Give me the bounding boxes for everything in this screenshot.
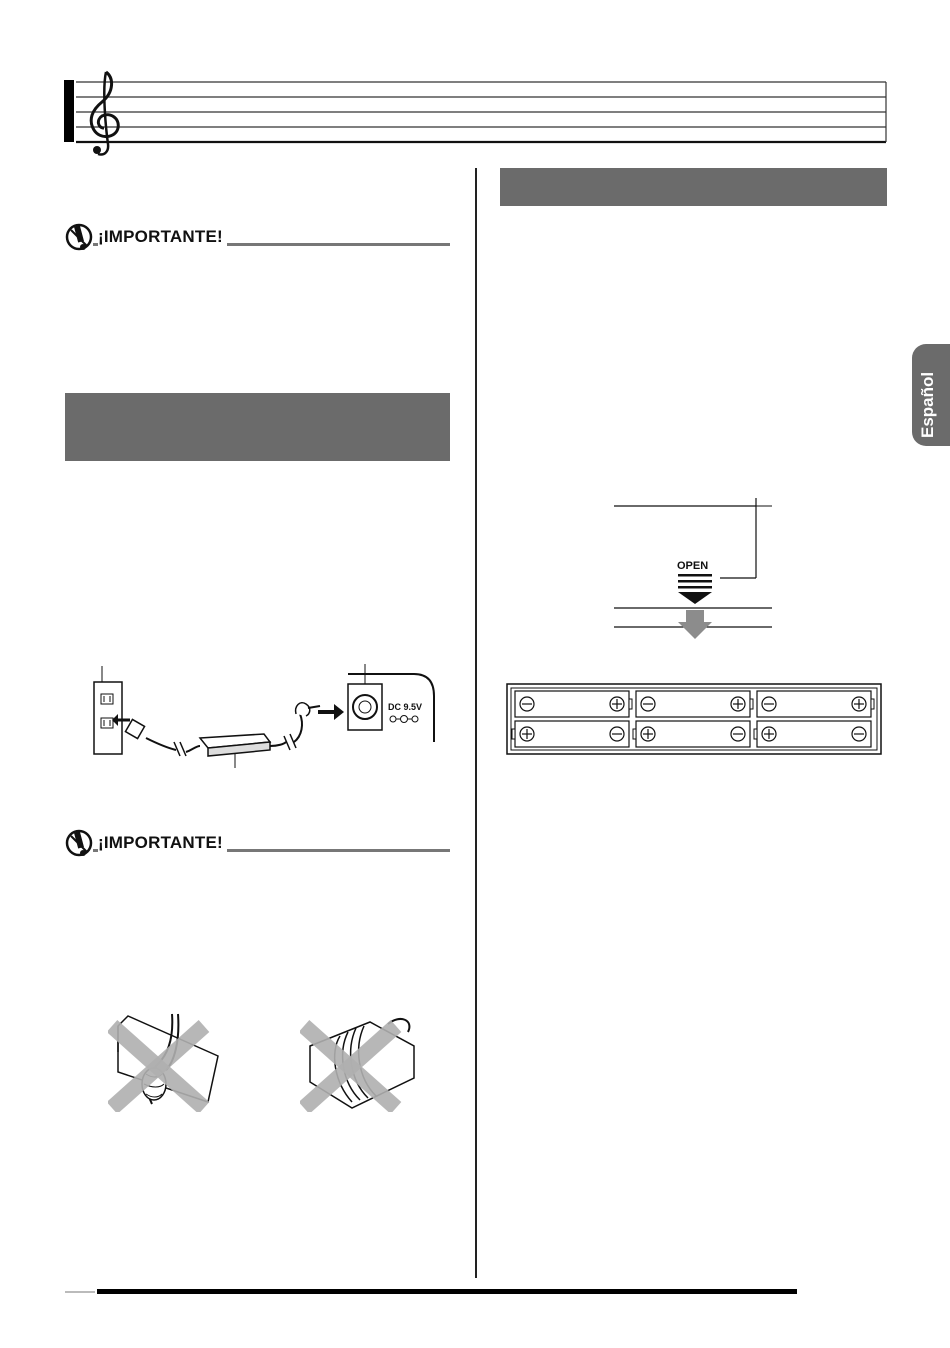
language-tab[interactable] bbox=[912, 344, 950, 446]
battery-cover-diagram bbox=[612, 496, 777, 642]
footer-rule bbox=[97, 1289, 797, 1294]
section-heading-bar-left bbox=[65, 393, 450, 461]
warning-icon bbox=[65, 828, 95, 860]
battery-icon bbox=[754, 721, 871, 747]
plus-terminal-icon bbox=[731, 697, 745, 711]
battery-compartment-diagram bbox=[506, 683, 882, 755]
important-label: ¡IMPORTANTE! bbox=[98, 833, 227, 853]
plus-terminal-icon bbox=[520, 727, 534, 741]
section-heading-bar-right bbox=[500, 168, 887, 206]
jack-label: DC 9.5V bbox=[388, 702, 423, 712]
jack-icon bbox=[348, 664, 434, 742]
warning-icon bbox=[65, 222, 95, 254]
battery-icon bbox=[636, 691, 753, 717]
outlet-icon bbox=[94, 666, 122, 754]
down-arrow-icon bbox=[678, 610, 712, 639]
header-staff bbox=[62, 70, 888, 160]
cable-wrap-warning-illustration bbox=[300, 1012, 425, 1112]
adapter-connection-diagram bbox=[88, 662, 440, 772]
ac-adapter-icon bbox=[200, 734, 270, 768]
footer-tick bbox=[65, 1291, 95, 1293]
column-divider bbox=[475, 168, 477, 1278]
language-tab-label: Español bbox=[918, 371, 937, 438]
plus-terminal-icon bbox=[762, 727, 776, 741]
plus-terminal-icon bbox=[641, 727, 655, 741]
cable-bend-warning-illustration bbox=[108, 1012, 228, 1112]
important-note-2 bbox=[65, 828, 450, 862]
plus-terminal-icon bbox=[852, 697, 866, 711]
important-note-1 bbox=[65, 222, 450, 256]
battery-icon bbox=[515, 691, 632, 717]
plus-terminal-icon bbox=[610, 697, 624, 711]
open-label: OPEN bbox=[677, 560, 709, 572]
battery-icon bbox=[512, 721, 629, 747]
important-label: ¡IMPORTANTE! bbox=[98, 227, 227, 247]
battery-icon bbox=[757, 691, 874, 717]
battery-icon bbox=[633, 721, 750, 747]
